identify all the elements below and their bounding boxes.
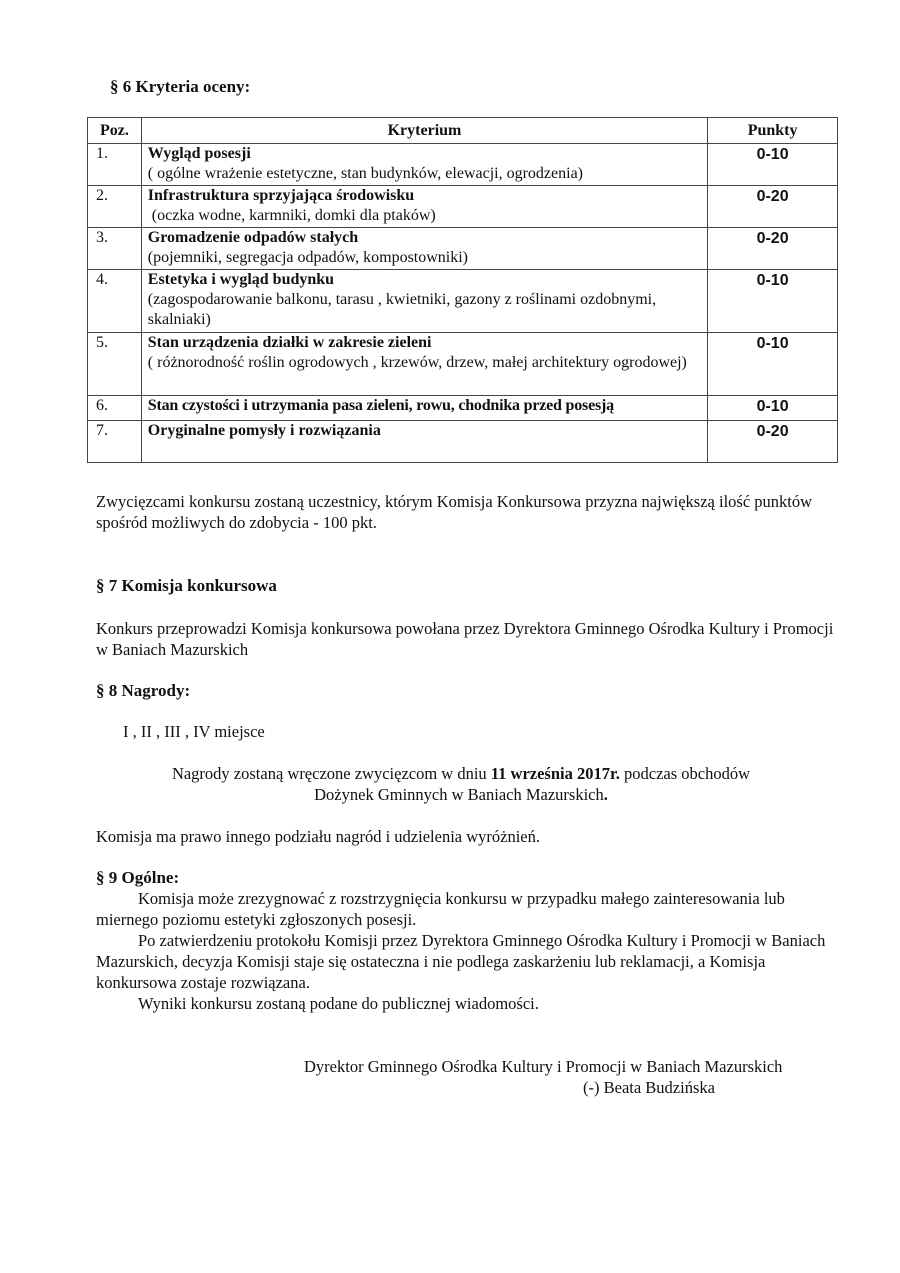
signature-name: (-) Beata Budzińska [583,1078,715,1097]
criterion-name: Gromadzenie odpadów stałych [147,229,359,246]
award-line-1-pre: Nagrody zostaną wręczone zwycięzcom w dniu [171,764,491,783]
row-poz: 1. [88,144,142,186]
row-criterion [141,270,707,333]
row-points: 0-20 [708,228,838,270]
table-row [88,421,838,463]
section-9-heading: § 9 Ogólne: [96,868,180,887]
section-8-heading: § 8 Nagrody: [96,681,191,700]
table-row [88,144,838,186]
criterion-desc: ( różnorodność roślin ogrodowych , krzewów, drzew, małej architektury ogrodowej) [147,354,687,371]
award-line-1 [96,763,826,784]
distribution-paragraph: Komisja ma prawo innego podziału nagród i udzielenia wyróżnień. [96,827,540,846]
criterion-name: Wygląd posesji [147,145,251,162]
general-paragraph-1: Komisja może zrezygnować z rozstrzygnięcia konkursu w przypadku małego zainteresowania lub miernego poziomu estetyki zgłoszonych posesji. [96,889,785,929]
criterion-desc: (oczka wodne, karmniki, domki dla ptaków) [147,207,436,224]
row-points: 0-20 [708,186,838,228]
table-row [88,270,838,333]
award-date: 11 września 2017r. [490,764,620,783]
award-places: I , II , III , IV miejsce [123,722,265,741]
winners-paragraph: Zwycięzcami konkursu zostaną uczestnicy, którym Komisja Konkursowa przyzna największą ilość punktów spośród możliwych do zdobycia - 100 pkt. [96,492,813,532]
row-points: 0-10 [708,144,838,186]
criterion-name: Stan czystości i utrzymania pasa zieleni, rowu, chodnika przed posesją [147,397,614,414]
general-paragraph-3: Wyniki konkursu zostaną podane do publicznej wiadomości. [138,994,539,1013]
criterion-name: Estetyka i wygląd budynku [147,271,335,288]
criterion-name: Infrastruktura sprzyjająca środowisku [147,187,415,204]
row-poz: 3. [88,228,142,270]
criterion-desc: (zagospodarowanie balkonu, tarasu , kwietniki, gazony z roślinami ozdobnymi, skalniaki) [147,291,657,328]
row-points: 0-20 [708,421,838,463]
criterion-name: Stan urządzenia działki w zakresie zieleni [147,334,432,351]
award-line-2 [96,784,826,805]
header-poz: Poz. [88,118,142,144]
section-6-heading: § 6 Kryteria oceny: [110,77,251,96]
criterion-desc: ( ogólne wrażenie estetyczne, stan budynków, elewacji, ogrodzenia) [147,165,584,182]
table-row [88,186,838,228]
row-points: 0-10 [708,333,838,396]
row-criterion [141,144,707,186]
table-row [88,228,838,270]
row-criterion [141,186,707,228]
signature-title: Dyrektor Gminnego Ośrodka Kultury i Promocji w Baniach Mazurskich [304,1057,783,1076]
table-row [88,396,838,421]
row-criterion [141,421,707,463]
row-points: 0-10 [708,270,838,333]
row-criterion [141,333,707,396]
criterion-desc: (pojemniki, segregacja odpadów, kompostowniki) [147,249,469,266]
section-7-heading: § 7 Komisja konkursowa [96,576,277,595]
row-poz: 4. [88,270,142,333]
commission-paragraph: Konkurs przeprowadzi Komisja konkursowa powołana przez Dyrektora Gminnego Ośrodka Kultury i Promocji w Baniach Mazurskich [96,619,834,659]
criteria-table [87,117,838,463]
award-line-2-end: . [603,785,608,804]
row-criterion [141,396,707,421]
table-header-row [88,118,838,144]
row-poz: 7. [88,421,142,463]
award-ceremony [96,763,826,805]
row-poz: 2. [88,186,142,228]
row-poz: 6. [88,396,142,421]
header-punkty: Punkty [708,118,838,144]
award-line-1-post: podczas obchodów [619,764,751,783]
row-poz: 5. [88,333,142,396]
header-kryterium: Kryterium [141,118,707,144]
criterion-name: Oryginalne pomysły i rozwiązania [147,422,381,439]
row-points: 0-10 [708,396,838,421]
table-row [88,333,838,396]
general-paragraph-2: Po zatwierdzeniu protokołu Komisji przez Dyrektora Gminnego Ośrodka Kultury i Promocji w Baniach Mazurskich, decyzja Komisji staje się ostateczna i nie podlega zaskarżeniu lub reklamacji, a Komisja konkursowa zostaje rozwiązana. [96,931,826,992]
award-line-2-text: Dożynek Gminnych w Baniach Mazurskich [314,785,604,804]
row-criterion [141,228,707,270]
